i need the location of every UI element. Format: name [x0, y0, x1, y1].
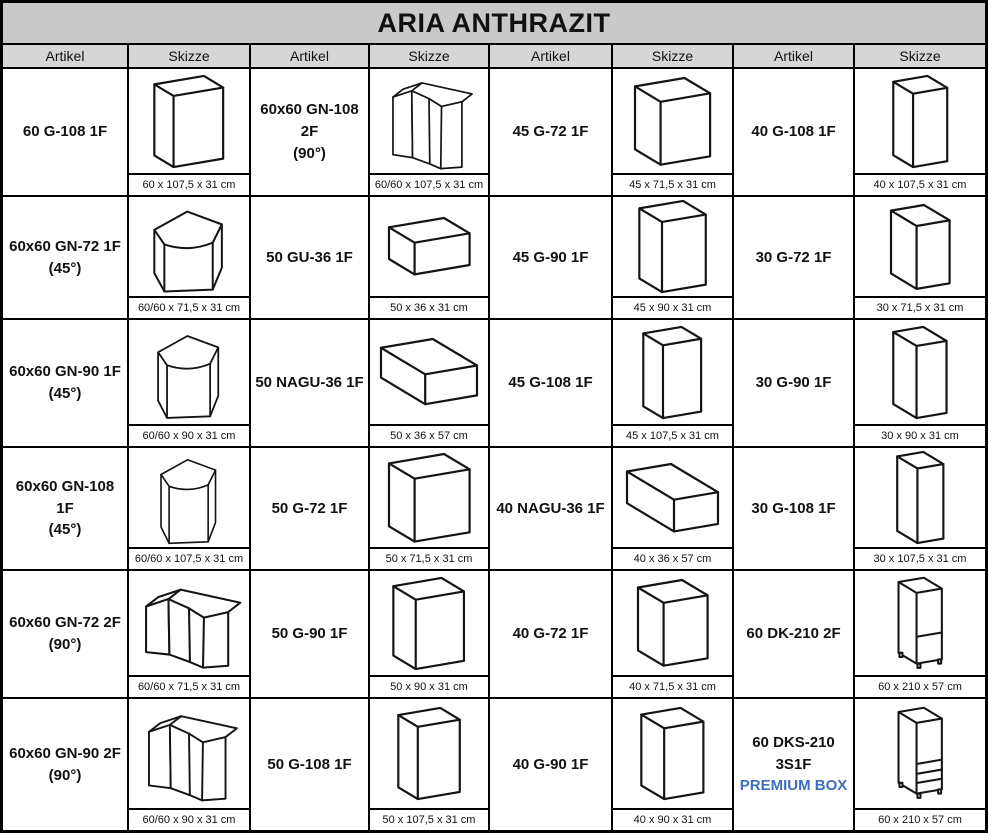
dimensions-label: 60/60 x 71,5 x 31 cm	[129, 296, 249, 318]
skizze-cell	[129, 699, 249, 830]
cabinet-box-sketch	[889, 323, 951, 422]
sketch-area	[855, 320, 985, 424]
artikel-code: 60x60 GN-90 1F	[9, 363, 121, 381]
skizze-cell	[855, 448, 985, 569]
cabinet-box-sketch	[893, 704, 947, 803]
artikel-code: 50 GU-36 1F	[266, 248, 353, 266]
artikel-code: 50 G-108 1F	[267, 755, 352, 773]
skizze-cell	[613, 448, 732, 569]
cabinet-box-sketch	[639, 323, 705, 422]
skizze-cell	[370, 699, 488, 830]
cabinet-box-sketch	[889, 72, 952, 171]
cabinet-corner45-sketch	[137, 448, 241, 547]
sketch-area	[613, 320, 732, 424]
column-header-artikel: Artikel	[490, 45, 611, 67]
artikel-cell	[490, 320, 611, 446]
artikel-cell	[734, 571, 853, 697]
skizze-cell	[613, 571, 732, 697]
skizze-cell	[370, 197, 488, 318]
sketch-area	[613, 571, 732, 675]
artikel-code: 50 G-90 1F	[271, 625, 348, 643]
dimensions-label: 45 x 90 x 31 cm	[613, 296, 732, 318]
artikel-cell	[490, 699, 611, 830]
artikel-cell	[3, 699, 127, 830]
artikel-code: 40 NAGU-36 1F	[496, 499, 605, 517]
sketch-area	[855, 571, 985, 675]
artikel-cell	[3, 320, 127, 446]
artikel-cell	[734, 69, 853, 195]
sketch-area	[613, 69, 732, 173]
artikel-cell	[251, 320, 368, 446]
cabinet-corner90-sketch	[133, 574, 245, 673]
cabinet-box-sketch	[150, 72, 228, 171]
artikel-code: (90°)	[48, 766, 82, 784]
skizze-cell	[129, 320, 249, 446]
sketch-area	[129, 448, 249, 547]
cabinet-box-sketch	[893, 574, 947, 673]
sketch-area	[370, 320, 488, 424]
artikel-code: 40 G-108 1F	[751, 123, 836, 141]
sketch-area	[613, 197, 732, 296]
dimensions-label: 40 x 71,5 x 31 cm	[613, 675, 732, 697]
cabinet-box-sketch	[631, 74, 714, 169]
dimensions-label: 50 x 107,5 x 31 cm	[370, 808, 488, 830]
artikel-cell	[3, 197, 127, 318]
skizze-cell	[370, 69, 488, 195]
artikel-cell	[251, 197, 368, 318]
cabinet-box-sketch	[623, 460, 722, 535]
sketch-area	[370, 571, 488, 675]
column-header-artikel: Artikel	[251, 45, 368, 67]
artikel-code: 60 G-108 1F	[22, 123, 108, 141]
artikel-code: 60x60 GN-108	[260, 101, 359, 119]
dimensions-label: 45 x 71,5 x 31 cm	[613, 173, 732, 195]
artikel-code: 60 DK-210 2F	[746, 625, 841, 643]
artikel-cell	[490, 69, 611, 195]
artikel-cell	[251, 448, 368, 569]
artikel-code: 30 G-72 1F	[755, 248, 832, 266]
premium-box-label: PREMIUM BOX	[739, 777, 848, 795]
dimensions-label: 40 x 36 x 57 cm	[613, 547, 732, 569]
artikel-code: 60x60 GN-72 1F	[9, 237, 121, 255]
skizze-cell	[613, 699, 732, 830]
sketch-area	[129, 571, 249, 675]
sketch-area	[129, 197, 249, 296]
sketch-area	[855, 699, 985, 808]
cabinet-corner45-sketch	[137, 197, 241, 296]
skizze-cell	[613, 320, 732, 446]
artikel-code: (45°)	[48, 385, 82, 402]
dimensions-label: 45 x 107,5 x 31 cm	[613, 424, 732, 446]
skizze-cell	[370, 571, 488, 697]
skizze-cell	[855, 699, 985, 830]
cabinet-box-sketch	[634, 576, 712, 670]
cabinet-box-sketch	[377, 335, 481, 408]
artikel-cell	[734, 197, 853, 318]
artikel-code: 2F	[300, 123, 319, 141]
dimensions-label: 60 x 210 x 57 cm	[855, 675, 985, 697]
sketch-area	[370, 448, 488, 547]
dimensions-label: 30 x 71,5 x 31 cm	[855, 296, 985, 318]
skizze-cell	[855, 69, 985, 195]
dimensions-label: 40 x 107,5 x 31 cm	[855, 173, 985, 195]
sketch-area	[613, 699, 732, 808]
column-header-skizze: Skizze	[129, 45, 249, 67]
artikel-cell	[734, 448, 853, 569]
artikel-code: 45 G-90 1F	[512, 248, 589, 266]
dimensions-label: 60/60 x 71,5 x 31 cm	[129, 675, 249, 697]
artikel-code: (45°)	[48, 259, 82, 277]
column-header-artikel: Artikel	[734, 45, 853, 67]
artikel-cell	[3, 448, 127, 569]
artikel-code: 45 G-108 1F	[508, 374, 593, 392]
sketch-area	[855, 197, 985, 296]
artikel-cell	[734, 320, 853, 446]
dimensions-label: 40 x 90 x 31 cm	[613, 808, 732, 830]
skizze-cell	[613, 197, 732, 318]
skizze-cell	[129, 448, 249, 569]
column-header-skizze: Skizze	[855, 45, 985, 67]
artikel-cell	[490, 197, 611, 318]
artikel-code: (90°)	[293, 144, 326, 162]
artikel-cell	[251, 69, 368, 195]
cabinet-corner45-sketch	[137, 323, 241, 422]
sketch-area	[370, 699, 488, 808]
dimensions-label: 60/60 x 90 x 31 cm	[129, 808, 249, 830]
sketch-area	[855, 69, 985, 173]
cabinet-box-sketch	[635, 197, 710, 296]
cabinet-corner90-sketch	[373, 72, 485, 171]
dimensions-label: 60/60 x 90 x 31 cm	[129, 424, 249, 446]
cabinet-corner90-sketch	[133, 704, 245, 803]
sketch-area	[129, 320, 249, 424]
skizze-cell	[129, 571, 249, 697]
sketch-area	[613, 448, 732, 547]
artikel-code: 40 G-90 1F	[512, 755, 589, 773]
artikel-cell	[490, 448, 611, 569]
skizze-cell	[370, 320, 488, 446]
artikel-code: 30 G-108 1F	[751, 499, 836, 517]
artikel-code: 50 G-72 1F	[271, 499, 348, 517]
dimensions-label: 60 x 107,5 x 31 cm	[129, 173, 249, 195]
sketch-area	[855, 448, 985, 547]
dimensions-label: 50 x 36 x 31 cm	[370, 296, 488, 318]
cabinet-box-sketch	[389, 574, 468, 673]
cabinet-box-sketch	[385, 214, 474, 278]
artikel-code: 40 G-72 1F	[512, 625, 589, 643]
artikel-code: (90°)	[48, 636, 82, 653]
skizze-cell	[129, 197, 249, 318]
artikel-cell	[490, 571, 611, 697]
dimensions-label: 50 x 71,5 x 31 cm	[370, 547, 488, 569]
artikel-code: 50 NAGU-36 1F	[255, 374, 364, 392]
sketch-area	[370, 197, 488, 296]
artikel-code: 60x60 GN-90 2F	[9, 744, 121, 762]
dimensions-label: 60/60 x 107,5 x 31 cm	[129, 547, 249, 569]
skizze-cell	[370, 448, 488, 569]
cabinet-box-sketch	[385, 450, 474, 546]
artikel-code: 60x60 GN-72 2F	[9, 614, 121, 632]
dimensions-label: 30 x 107,5 x 31 cm	[855, 547, 985, 569]
artikel-code: 60x60 GN-108 1F	[15, 477, 115, 517]
skizze-cell	[855, 320, 985, 446]
cabinet-box-sketch	[893, 448, 948, 547]
dimensions-label: 60/60 x 107,5 x 31 cm	[370, 173, 488, 195]
artikel-code: 30 G-90 1F	[755, 374, 832, 392]
dimensions-label: 60 x 210 x 57 cm	[855, 808, 985, 830]
column-header-skizze: Skizze	[613, 45, 732, 67]
sketch-area	[129, 69, 249, 173]
artikel-cell	[3, 69, 127, 195]
cabinet-box-sketch	[394, 704, 464, 803]
column-header-skizze: Skizze	[370, 45, 488, 67]
dimensions-label: 30 x 90 x 31 cm	[855, 424, 985, 446]
sketch-area	[370, 69, 488, 173]
dimensions-label: 50 x 90 x 31 cm	[370, 675, 488, 697]
artikel-cell	[251, 699, 368, 830]
skizze-cell	[613, 69, 732, 195]
artikel-code: 45 G-72 1F	[512, 123, 589, 141]
cabinet-box-sketch	[887, 201, 954, 293]
skizze-cell	[855, 197, 985, 318]
skizze-cell	[855, 571, 985, 697]
artikel-cell	[251, 571, 368, 697]
skizze-cell	[129, 69, 249, 195]
cabinet-box-sketch	[637, 704, 708, 803]
page-title: ARIA ANTHRAZIT	[3, 3, 985, 43]
column-header-artikel: Artikel	[3, 45, 127, 67]
artikel-code: (45°)	[48, 521, 82, 539]
artikel-cell	[734, 699, 853, 830]
dimensions-label: 50 x 36 x 57 cm	[370, 424, 488, 446]
sketch-area	[129, 699, 249, 808]
artikel-cell	[3, 571, 127, 697]
artikel-code: 60 DKS-210 3S1F	[752, 733, 835, 773]
